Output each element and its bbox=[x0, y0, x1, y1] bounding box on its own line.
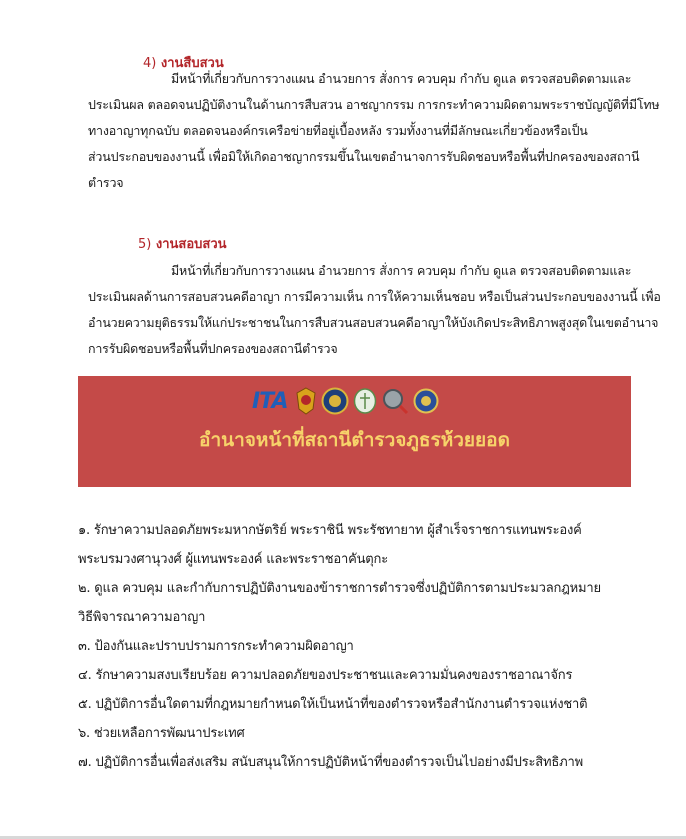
list-item: ๖. ช่วยเหลือการพัฒนาประเทศ bbox=[78, 726, 245, 741]
section-4-title: งานสืบสวน bbox=[160, 56, 224, 71]
banner bbox=[78, 376, 631, 487]
logo-strip bbox=[252, 386, 439, 416]
police-emblem-icon bbox=[295, 387, 317, 415]
magnifier-seal-icon bbox=[381, 387, 409, 415]
list-item: ๕. ปฏิบัติการอื่นใดตามที่กฎหมายกำหนดให้เป็นหน้าที่ของตำรวจหรือสำนักงานตำรวจแห่งชาติ bbox=[78, 697, 588, 712]
paragraph-line: มีหน้าที่เกี่ยวกับการวางแผน อำนวยการ สั่งการ ควบคุม กำกับ ดูแล ตรวจสอบติดตามและ bbox=[171, 71, 632, 86]
blue-seal-icon bbox=[413, 388, 439, 414]
list-item: ๑. รักษาความปลอดภัยพระมหากษัตริย์ พระราชินี พระรัชทายาท ผู้สำเร็จราชการแทนพระองค์ bbox=[78, 523, 582, 538]
garuda-seal-icon bbox=[321, 387, 349, 415]
paragraph-line: มีหน้าที่เกี่ยวกับการวางแผน อำนวยการ สั่งการ ควบคุม กำกับ ดูแล ตรวจสอบติดตามและ bbox=[171, 263, 632, 278]
list-item: ๔. รักษาความสงบเรียบร้อย ความปลอดภัยของประชาชนและความมั่นคงของราชอาณาจักร bbox=[78, 668, 573, 683]
section-5-paragraph bbox=[88, 258, 661, 362]
ita-logo: ITA bbox=[252, 388, 288, 414]
banner-title: อำนาจหน้าที่สถานีตำรวจภูธรห้วยยอด bbox=[199, 429, 510, 451]
paragraph-line: ตำรวจ bbox=[88, 175, 124, 190]
section-4-number: 4) bbox=[143, 56, 157, 71]
list-item: วิธีพิจารณาความอาญา bbox=[78, 610, 206, 625]
paragraph-line: การรับผิดชอบหรือพื้นที่ปกครองของสถานีตำรวจ bbox=[88, 341, 338, 356]
paragraph-line: ประเมินผล ตลอดจนปฏิบัติงานในด้านการสืบสวน อาชญากรรม การกระทำความผิดตามพระราชบัญญัติที่มีโทษ bbox=[88, 97, 660, 112]
green-seal-icon bbox=[353, 388, 377, 414]
list-item: ๒. ดูแล ควบคุม และกำกับการปฏิบัติงานของข้าราชการตำรวจซึ่งปฏิบัติการตามประมวลกฎหมาย bbox=[78, 581, 601, 596]
list-item: พระบรมวงศานุวงศ์ ผู้แทนพระองค์ และพระราชอาคันตุกะ bbox=[78, 552, 388, 567]
paragraph-line: ทางอาญาทุกฉบับ ตลอดจนองค์กรเครือข่ายที่อยู่เบื้องหลัง รวมทั้งงานที่มีลักษณะเกี่ยวข้องหรือเป็น bbox=[88, 123, 588, 138]
list-item: ๓. ป้องกันและปราบปรามการกระทำความผิดอาญา bbox=[78, 639, 354, 654]
paragraph-line: ส่วนประกอบของงานนี้ เพื่อมิให้เกิดอาชญากรรมขึ้นในเขตอำนาจการรับผิดชอบหรือพื้นที่ปกครองของสถานี bbox=[88, 149, 640, 164]
section-5-heading bbox=[138, 233, 227, 254]
section-5-number: 5) bbox=[138, 237, 152, 252]
duties-list bbox=[78, 516, 658, 777]
section-4-paragraph bbox=[88, 66, 660, 196]
section-5-title: งานสอบสวน bbox=[155, 237, 227, 252]
paragraph-line: อำนวยความยุติธรรมให้แก่ประชาชนในการสืบสวนสอบสวนคดีอาญาให้บังเกิดประสิทธิภาพสูงสุดในเขตอำนาจ bbox=[88, 315, 659, 330]
paragraph-line: ประเมินผลด้านการสอบสวนคดีอาญา การมีความเห็น การให้ความเห็นชอบ หรือเป็นส่วนประกอบของงานนี้ เพื่อ bbox=[88, 289, 661, 304]
list-item: ๗. ปฏิบัติการอื่นเพื่อส่งเสริม สนับสนุนให้การปฏิบัติหน้าที่ของตำรวจเป็นไปอย่างมีประสิทธิภาพ bbox=[78, 755, 583, 770]
